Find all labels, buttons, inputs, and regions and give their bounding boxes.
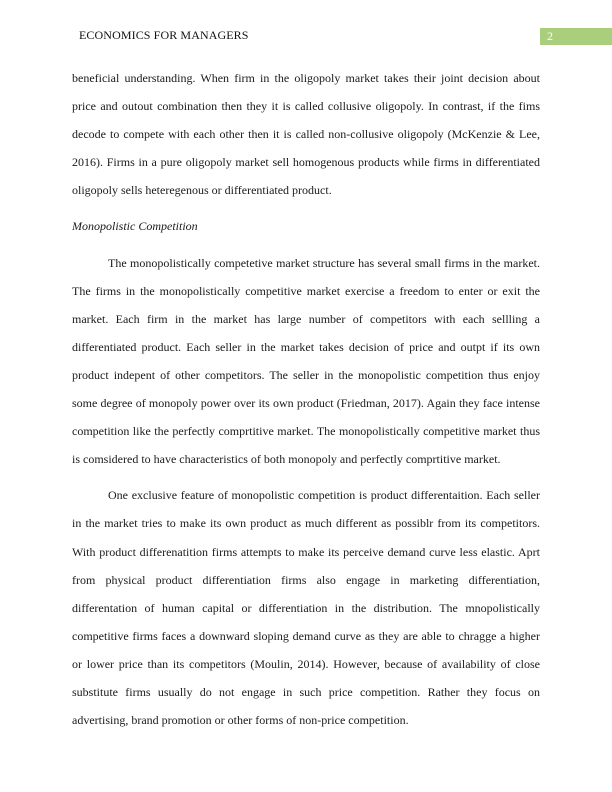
- page-number: 2: [547, 29, 553, 43]
- page-number-box: [540, 28, 612, 45]
- paragraph-product-differentiation: One exclusive feature of monopolistic competition is product differentaition. Each seller in the market tries to make its own product as much different as possiblr from its competitors. With product differenatition firms attempts to make its perceive demand curve less elastic. Aprt from physical product differentiation firms also engage in marketing differentiation, differentation of human capital or differentiation in the distribution. The mnopolistically competitive firms faces a downward sloping demand curve as they are able to chragge a higher or lower price than its competitors (Moulin, 2014). However, because of availability of close substitute firms usually do not engage in such price competition. Rather they focus on advertising, brand promotion or other forms of non-price competition.: [72, 488, 540, 728]
- section-heading-monopolistic-competition: Monopolistic Competition: [72, 219, 198, 234]
- paragraph-market-structure: The monopolistically competetive market structure has several small firms in the market. The firms in the monopolistically competitive market exercise a freedom to enter or exit the market. Each firm in the market has large number of competitors with each sellling a differentiated product. Each seller in the market takes decision of price and outpt if its own product indepent of other competitors. The seller in the monopolistic competition thus enjoy some degree of monopoly power over its own product (Friedman, 2017). Again they face intense competition like the perfectly comprtitive market. The monopolistically competitive market thus is comsidered to have characteristics of both monopoly and perfectly comprtitive market.: [72, 255, 540, 467]
- paragraph-oligopoly-continued: beneficial understanding. When firm in the oligopoly market takes their joint decision about price and outout combination then they it is called collusive oligopoly. In contrast, if the fims decode to compete with each other then it is called non-collusive oligopoly (McKenzie & Lee, 2016). Firms in a pure oligopoly market sell homogenous products while firms in differentiated oligopoly sells heteregenous or differentiated product.: [72, 71, 540, 198]
- running-head: ECONOMICS FOR MANAGERS: [79, 28, 249, 42]
- document-body: [72, 64, 540, 734]
- page-header: [0, 0, 612, 48]
